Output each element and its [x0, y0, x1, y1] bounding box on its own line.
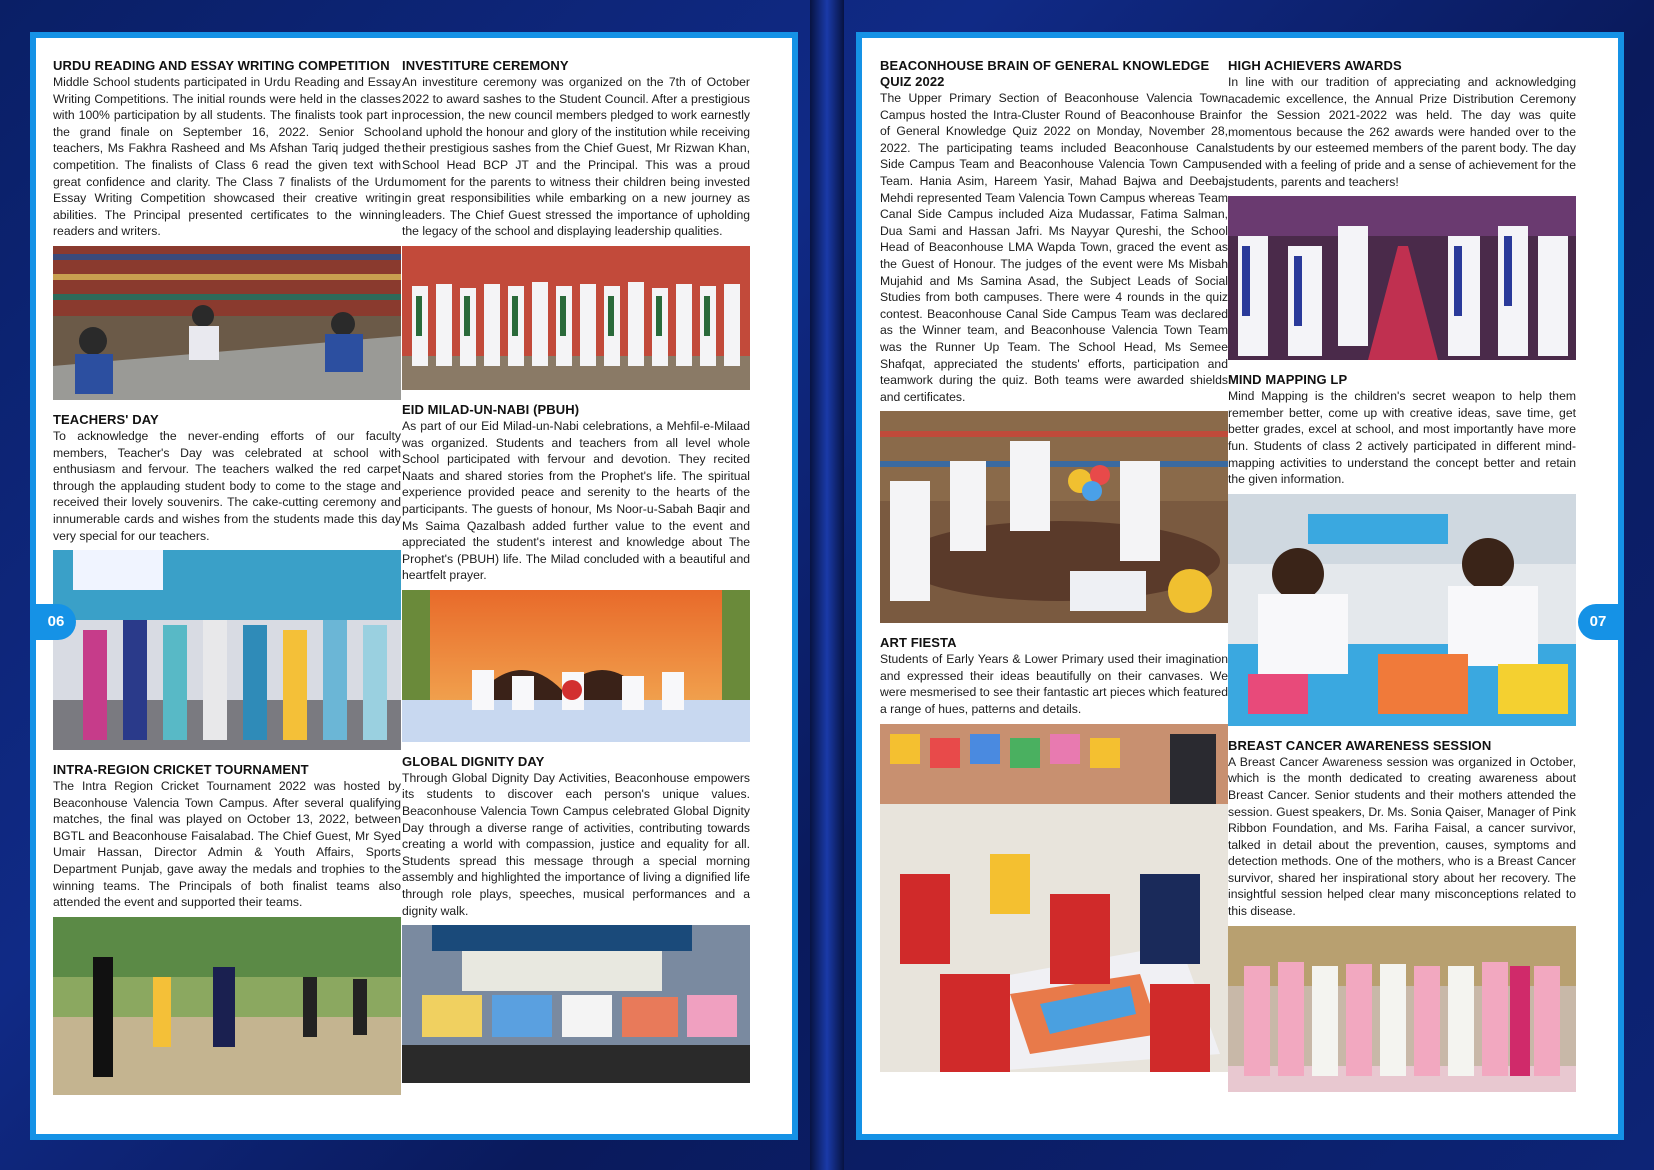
art-fiesta-photo: [880, 724, 1228, 1072]
section-title: URDU READING AND ESSAY WRITING COMPETITION: [53, 58, 390, 73]
section-title: HIGH ACHIEVERS AWARDS: [1228, 58, 1402, 73]
milad-photo: [402, 590, 750, 742]
section-body: To acknowledge the never-ending efforts of our faculty members, Teacher's Day was celebrated at school with enthusiasm and fervour. The teachers walked the red carpet through the applauding student body to come to the stage and received their lovely souvenirs. The cake-cutting ceremony and innumerable cards and wishes from the students made this day very special for our teachers.: [53, 428, 401, 543]
mind-mapping-photo: [1228, 494, 1576, 726]
right-column-1: [880, 58, 1228, 1084]
page-number-left: 06: [36, 604, 76, 640]
section-body: The Upper Primary Section of Beaconhouse Valencia Town Campus hosted the Intra-Cluster Round of Beaconhouse Brain of General Knowledge Quiz 2022 on Monday, November 28, 2022. The participating teams included Beaconhouse Canal Side Campus Team and Beaconhouse Valencia Town Campus Team. Hania Asim, Hareem Yasir, Mahad Bajwa and Deebaj Mehdi represented Team Valencia Town Campus whereas Team Canal Side Campus included Aiza Mudassar, Fatima Salman, Dua Sami and Hassan Jafri. Ms Nayyar Qureshi, the School Head of Beaconhouse LMA Wapda Town, graced the event as the Guest of Honour. The judges of the event were Ms Misbah Mujahid and Ms Samina Asad, the Subject Leads of Social Studies from both campuses. There were 4 rounds in the quiz contest. Beaconhouse Canal Side Campus Team was declared as the Winner team, and Beaconhouse Valencia Town Team was the Runner Up Team. The School Head, Ms Semee Shafqat, appreciated the students' efforts, participation and teamwork during the quiz. Both teams were awarded shields and certificates.: [880, 91, 1228, 404]
section-body: Through Global Dignity Day Activities, Beaconhouse empowers its students to discover each person's unique values. Beaconhouse Valencia Town Campus celebrated Global Dignity Day through a diverse range of activities, contributing towards creating a world with compassion, justice and equality for all. Students spread this message through a special morning assembly and highlighted the importance of living a dignified life through role plays, speeches, musical performances and a dignity walk.: [402, 770, 750, 918]
section-body: A Breast Cancer Awareness session was organized in October, which is the month dedicated to creating awareness about Breast Cancer. Senior students and their mothers attended the session. Guest speakers, Dr. Ms. Sonia Qaiser, Manager of Pink Ribbon Foundation, and Ms. Fariha Faisal, a cancer survivor, talked in detail about the prevention, causes, symptoms and detection methods. One of the mothers, who is a Breast Cancer survivor, shared her inspirational story about her recovery. The insightful session helped clear many misconceptions related to this disease.: [1228, 754, 1576, 919]
section-body: An investiture ceremony was organized on the 7th of October 2022 to award sashes to the Student Council. After a prestigious procession, the new council members pledged to work earnestly and uphold the honour and glory of the institution while receiving their prestigious sashes from the Chief Guest, Mr Rizwan Khan, School Head BCP JT and the Principal. This was a proud moment for the parents to witness their children being invested in great responsibilities while embarking on a new journey as leaders. The Chief Guest stressed the importance of upholding the legacy of the school and displaying leadership qualities.: [402, 75, 750, 239]
dignity-day-photo: [402, 925, 750, 1083]
book-spine: [810, 0, 844, 1170]
teachers-day-photo: [53, 550, 401, 750]
cricket-photo: [53, 917, 401, 1095]
section-title: ART FIESTA: [880, 635, 957, 651]
left-page: [30, 32, 798, 1140]
quiz-photo: [880, 411, 1228, 623]
section-title: BEACONHOUSE BRAIN OF GENERAL KNOWLEDGE QUIZ 2022: [880, 58, 1210, 89]
section-body: In line with our tradition of appreciating and acknowledging academic excellence, the Annual Prize Distribution Ceremony for the Session 2021-2022 was held. The day was quite momentous because the 262 awards were handed over to the students by our esteemed members of the parent body. The day ended with a feeling of pride and a sense of achievement for the students, parents and teachers!: [1228, 75, 1576, 189]
section-body: Mind Mapping is the children's secret weapon to help them remember better, come up with creative ideas, save time, get better grades, excel at school, and most importantly have more fun. Students of class 2 actively participated in different mind-mapping activities to understand the concept better and retain the given information.: [1228, 389, 1576, 487]
section-title: BREAST CANCER AWARENESS SESSION: [1228, 737, 1492, 753]
section-body: As part of our Eid Milad-un-Nabi celebrations, a Mehfil-e-Milaad was organized. Students and teachers from all level whole School participated with fervour and devotion. They recited Naats and shared stories from the Prophet's life. The spiritual experience provided peace and serenity to the hearts of the participants. The guests of honour, Ms Noor-u-Sabah Baqir and Ms Saima Qazalbash added further value to the event and appreciated the student's interest and knowledge about The Prophet's (PBUH) life. The Milad concluded with a beautiful and heartfelt prayer.: [402, 418, 750, 583]
section-body: Middle School students participated in Urdu Reading and Essay Writing Competitions. The initial rounds were held in the classes with 100% participation by all students. The finalists took part in the grand finale on September 16, 2022. Senior School teachers, Ms Fakhra Rasheed and Ms Afshan Tariq judged the competition. The finalists of Class 6 read the given text with great confidence and clarity. The Class 7 finalists of the Urdu Essay Writing Competition showcased their creative writing abilities. The Principal presented certificates to the winning readers and writers.: [53, 75, 401, 239]
section-body: The Intra Region Cricket Tournament 2022 was hosted by Beaconhouse Valencia Town Campus. After several qualifying matches, the final was played on October 13, 2022, between BGTL and Beaconhouse Faisalabad. The Chief Guest, Mr Syed Umair Hassan, Director Admin & Youth Affairs, Sports Department Punjab, gave away the medals and trophies to the winning teams. The Principals of both finalist teams also attended the event and supported their teams.: [53, 779, 401, 910]
section-title: GLOBAL DIGNITY DAY: [402, 753, 545, 769]
right-page: [856, 32, 1624, 1140]
section-title: EID MILAD-UN-NABI (PBUH): [402, 401, 580, 417]
section-title: MIND MAPPING LP: [1228, 372, 1348, 388]
left-column-1: [53, 58, 401, 1107]
section-title: INVESTITURE CEREMONY: [402, 58, 569, 73]
breast-cancer-photo: [1228, 926, 1576, 1092]
urdu-competition-photo: [53, 246, 401, 400]
section-title: TEACHERS' DAY: [53, 411, 159, 427]
section-title: INTRA-REGION CRICKET TOURNAMENT: [53, 762, 309, 778]
right-column-2: [1228, 58, 1576, 1104]
investiture-photo: [402, 246, 750, 390]
page-number-right: 07: [1578, 604, 1618, 640]
achievers-photo: [1228, 196, 1576, 360]
left-column-2: [402, 58, 750, 1095]
section-body: Students of Early Years & Lower Primary used their imagination and expressed their ideas beautifully on their canvases. We were mesmerised to see their fantastic art pieces which featured a range of hues, patterns and details.: [880, 652, 1228, 717]
